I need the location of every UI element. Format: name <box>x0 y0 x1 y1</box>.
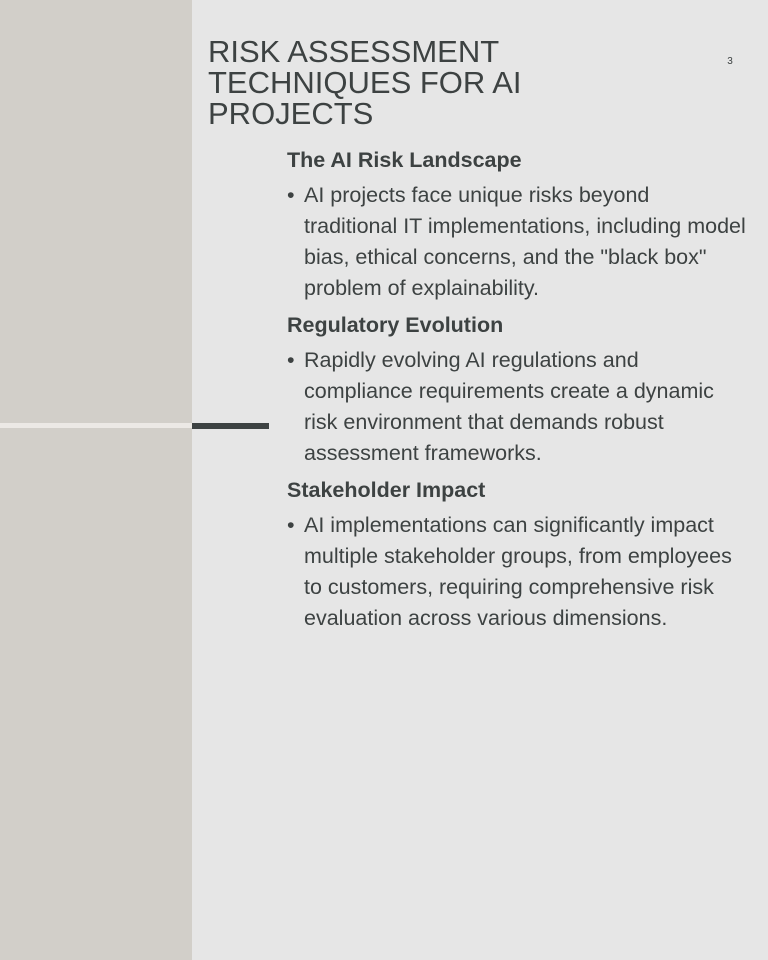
bullet-text: Rapidly evolving AI regulations and compliance requirements create a dynamic risk environment that demands robust assessment frameworks. <box>304 348 714 465</box>
bullet-text: AI implementations can significantly impact multiple stakeholder groups, from employees to customers, requiring comprehensive risk evaluation across various dimensions. <box>304 513 732 630</box>
bullet-item <box>287 510 747 634</box>
bullet-text: AI projects face unique risks beyond traditional IT implementations, including model bias, ethical concerns, and the "black box" problem of explainability. <box>304 183 746 300</box>
bullet-dot-icon: • <box>287 513 295 537</box>
slide-content <box>287 145 747 640</box>
bullet-item <box>287 180 747 304</box>
slide-title: RISK ASSESSMENT TECHNIQUES FOR AI PROJECTS <box>208 34 522 131</box>
section-ai-risk-landscape <box>287 145 747 304</box>
section-heading: The AI Risk Landscape <box>287 148 522 172</box>
side-panel <box>0 0 192 960</box>
accent-bar <box>192 423 269 429</box>
bullet-item <box>287 345 747 469</box>
section-stakeholder-impact <box>287 475 747 634</box>
section-heading: Regulatory Evolution <box>287 313 504 337</box>
bullet-dot-icon: • <box>287 183 295 207</box>
section-heading: Stakeholder Impact <box>287 478 486 502</box>
section-regulatory-evolution <box>287 310 747 469</box>
slide-number: 3 <box>727 56 733 67</box>
bullet-dot-icon: • <box>287 348 295 372</box>
side-divider-line <box>0 423 192 428</box>
